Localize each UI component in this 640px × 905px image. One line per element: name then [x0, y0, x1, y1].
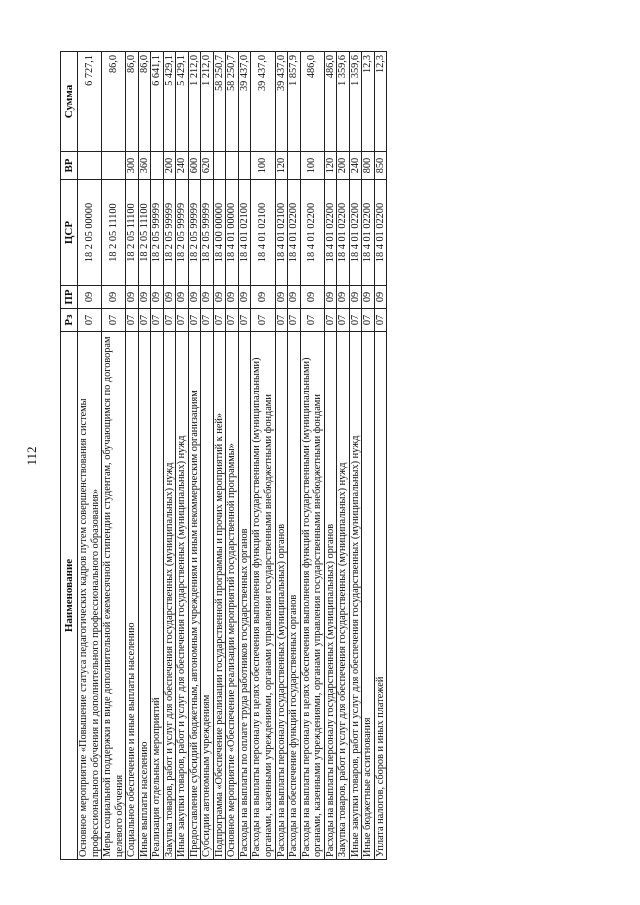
- table-row: [163, 52, 176, 860]
- cell-sum: 5 429,1: [176, 52, 189, 152]
- cell-vr: 200: [337, 152, 350, 180]
- cell-csr: 18 4 00 00000: [213, 180, 226, 286]
- cell-pr: 09: [374, 286, 387, 309]
- cell-rz: 07: [300, 309, 324, 332]
- cell-sum: 1 212,0: [188, 52, 201, 152]
- table-row: [176, 52, 189, 860]
- cell-rz: 07: [349, 309, 362, 332]
- cell-rz: 07: [151, 309, 164, 332]
- cell-name: Основное мероприятие «Повышение статуса педагогических кадров путем совершенствования системы профессионального обучения и дополнительного профессионального образования»: [78, 332, 102, 860]
- cell-sum: 39 437,0: [238, 52, 251, 152]
- cell-name: Расходы на выплаты по оплате труда работников государственных органов: [238, 332, 251, 860]
- table-row: [102, 52, 126, 860]
- cell-csr: 18 2 05 00000: [78, 180, 102, 286]
- rotated-page-content: [60, 52, 594, 860]
- cell-sum: 12,3: [362, 52, 375, 152]
- header-pr: ПР: [61, 286, 78, 309]
- cell-sum: 39 437,0: [275, 52, 288, 152]
- cell-csr: 18 2 05 99999: [188, 180, 201, 286]
- cell-name: Закупка товаров, работ и услуг для обеспечения государственных (муниципальных) нужд: [337, 332, 350, 860]
- cell-name: Предоставление субсидий бюджетным, автономным учреждениям и иным некоммерческим организациям: [188, 332, 201, 860]
- cell-pr: 09: [78, 286, 102, 309]
- cell-rz: 07: [213, 309, 226, 332]
- cell-sum: 86,0: [138, 52, 151, 152]
- cell-vr: [226, 152, 239, 180]
- cell-vr: 100: [300, 152, 324, 180]
- cell-pr: 09: [201, 286, 214, 309]
- cell-pr: 09: [102, 286, 126, 309]
- cell-rz: 07: [288, 309, 301, 332]
- cell-csr: 18 4 01 02100: [238, 180, 251, 286]
- cell-sum: 39 437,0: [251, 52, 275, 152]
- cell-vr: [288, 152, 301, 180]
- cell-pr: 09: [349, 286, 362, 309]
- cell-name: Расходы на выплаты персоналу государственных (муниципальных) органов: [324, 332, 337, 860]
- cell-csr: 18 4 01 02100: [251, 180, 275, 286]
- cell-rz: 07: [176, 309, 189, 332]
- cell-pr: 09: [324, 286, 337, 309]
- cell-pr: 09: [126, 286, 139, 309]
- table-row: [300, 52, 324, 860]
- cell-csr: 18 2 05 11100: [102, 180, 126, 286]
- cell-pr: 09: [213, 286, 226, 309]
- budget-table: [60, 51, 387, 860]
- cell-name: Расходы на выплаты персоналу государственных (муниципальных) органов: [275, 332, 288, 860]
- cell-csr: 18 2 05 99999: [201, 180, 214, 286]
- cell-sum: 1 212,0: [201, 52, 214, 152]
- header-csr: ЦСР: [61, 180, 78, 286]
- cell-vr: 100: [251, 152, 275, 180]
- cell-sum: 58 250,7: [226, 52, 239, 152]
- table-row: [288, 52, 301, 860]
- cell-pr: 09: [226, 286, 239, 309]
- cell-csr: 18 2 05 99999: [163, 180, 176, 286]
- table-row: [275, 52, 288, 860]
- cell-vr: [102, 152, 126, 180]
- cell-rz: 07: [337, 309, 350, 332]
- cell-vr: 360: [138, 152, 151, 180]
- cell-csr: 18 2 05 99999: [151, 180, 164, 286]
- cell-sum: 486,0: [324, 52, 337, 152]
- cell-pr: 09: [362, 286, 375, 309]
- table-row: [349, 52, 362, 860]
- table-row: [188, 52, 201, 860]
- table-row: [337, 52, 350, 860]
- cell-rz: 07: [251, 309, 275, 332]
- cell-name: Иные закупки товаров, работ и услуг для обеспечения государственных (муниципальных) нужд: [176, 332, 189, 860]
- cell-sum: 12,3: [374, 52, 387, 152]
- cell-csr: 18 2 05 11100: [138, 180, 151, 286]
- cell-name: Субсидии автономным учреждениям: [201, 332, 214, 860]
- cell-rz: 07: [163, 309, 176, 332]
- cell-sum: 86,0: [126, 52, 139, 152]
- cell-csr: 18 4 01 02200: [349, 180, 362, 286]
- table-row: [126, 52, 139, 860]
- cell-name: Подпрограмма «Обеспечение реализации государственной программы и прочих мероприятий к ней»: [213, 332, 226, 860]
- cell-vr: [151, 152, 164, 180]
- cell-rz: 07: [201, 309, 214, 332]
- cell-csr: 18 2 05 11100: [126, 180, 139, 286]
- table-row: [238, 52, 251, 860]
- cell-pr: 09: [176, 286, 189, 309]
- cell-name: Расходы на выплаты персоналу в целях обеспечения выполнения функций государственными (муниципальными) органами, казенными учреждениями, органами управления государственными внебюджетными фондами: [251, 332, 275, 860]
- cell-pr: 09: [300, 286, 324, 309]
- cell-rz: 07: [374, 309, 387, 332]
- cell-rz: 07: [275, 309, 288, 332]
- cell-name: Закупка товаров, работ и услуг для обеспечения государственных (муниципальных) нужд: [163, 332, 176, 860]
- cell-pr: 09: [163, 286, 176, 309]
- cell-vr: 600: [188, 152, 201, 180]
- table-row: [226, 52, 239, 860]
- cell-sum: 1 857,9: [288, 52, 301, 152]
- table-row: [213, 52, 226, 860]
- cell-sum: 86,0: [102, 52, 126, 152]
- cell-name: Основное мероприятие «Обеспечение реализации мероприятий государственной программы»: [226, 332, 239, 860]
- cell-pr: 09: [151, 286, 164, 309]
- cell-csr: 18 4 01 02200: [300, 180, 324, 286]
- cell-csr: 18 4 01 02200: [324, 180, 337, 286]
- table-row: [138, 52, 151, 860]
- cell-vr: 240: [349, 152, 362, 180]
- cell-csr: 18 4 01 02200: [288, 180, 301, 286]
- cell-name: Меры социальной поддержки в виде дополнительной ежемесячной стипендии студентам, обучающимся по договорам целевого обучения: [102, 332, 126, 860]
- cell-csr: 18 2 05 99999: [176, 180, 189, 286]
- header-sum: Сумма: [61, 52, 78, 152]
- table-row: [251, 52, 275, 860]
- cell-sum: 5 429,1: [163, 52, 176, 152]
- cell-rz: 07: [324, 309, 337, 332]
- cell-vr: [238, 152, 251, 180]
- cell-vr: 850: [374, 152, 387, 180]
- cell-vr: 300: [126, 152, 139, 180]
- cell-rz: 07: [362, 309, 375, 332]
- cell-vr: 120: [275, 152, 288, 180]
- table-row: [201, 52, 214, 860]
- cell-sum: 58 250,7: [213, 52, 226, 152]
- cell-pr: 09: [238, 286, 251, 309]
- table-row: [78, 52, 102, 860]
- header-rz: Рз: [61, 309, 78, 332]
- cell-vr: 200: [163, 152, 176, 180]
- cell-name: Иные выплаты населению: [138, 332, 151, 860]
- cell-csr: 18 4 01 02200: [337, 180, 350, 286]
- cell-rz: 07: [78, 309, 102, 332]
- cell-sum: 6 641,1: [151, 52, 164, 152]
- cell-rz: 07: [226, 309, 239, 332]
- page-number: 112: [24, 446, 39, 466]
- cell-vr: 620: [201, 152, 214, 180]
- cell-name: Иные закупки товаров, работ и услуг для обеспечения государственных (муниципальных) нужд: [349, 332, 362, 860]
- cell-csr: 18 4 01 02200: [374, 180, 387, 286]
- cell-pr: 09: [251, 286, 275, 309]
- cell-sum: 1 359,6: [349, 52, 362, 152]
- cell-sum: 1 359,6: [337, 52, 350, 152]
- cell-rz: 07: [126, 309, 139, 332]
- table-row: [362, 52, 375, 860]
- cell-vr: 120: [324, 152, 337, 180]
- table-header-row: [61, 52, 78, 860]
- cell-rz: 07: [138, 309, 151, 332]
- cell-sum: 6 727,1: [78, 52, 102, 152]
- cell-rz: 07: [102, 309, 126, 332]
- cell-pr: 09: [275, 286, 288, 309]
- cell-vr: [78, 152, 102, 180]
- header-name: Наименование: [61, 332, 78, 860]
- cell-vr: [213, 152, 226, 180]
- cell-name: Уплата налогов, сборов и иных платежей: [374, 332, 387, 860]
- cell-csr: 18 4 01 02100: [275, 180, 288, 286]
- cell-csr: 18 4 01 02200: [362, 180, 375, 286]
- table-row: [151, 52, 164, 860]
- cell-name: Реализация отдельных мероприятий: [151, 332, 164, 860]
- cell-csr: 18 4 01 00000: [226, 180, 239, 286]
- cell-name: Иные бюджетные ассигнования: [362, 332, 375, 860]
- cell-pr: 09: [288, 286, 301, 309]
- cell-pr: 09: [138, 286, 151, 309]
- cell-name: Расходы на выплаты персоналу в целях обеспечения выполнения функций государственными (муниципальными) органами, казенными учреждениями, органами управления государственными внебюджетными фондами: [300, 332, 324, 860]
- header-vr: ВР: [61, 152, 78, 180]
- cell-sum: 486,0: [300, 52, 324, 152]
- cell-name: Расходы на обеспечение функций государственных органов: [288, 332, 301, 860]
- cell-pr: 09: [188, 286, 201, 309]
- cell-vr: 800: [362, 152, 375, 180]
- cell-vr: 240: [176, 152, 189, 180]
- cell-pr: 09: [337, 286, 350, 309]
- cell-rz: 07: [238, 309, 251, 332]
- cell-name: Социальное обеспечение и иные выплаты населению: [126, 332, 139, 860]
- cell-rz: 07: [188, 309, 201, 332]
- table-row: [374, 52, 387, 860]
- table-row: [324, 52, 337, 860]
